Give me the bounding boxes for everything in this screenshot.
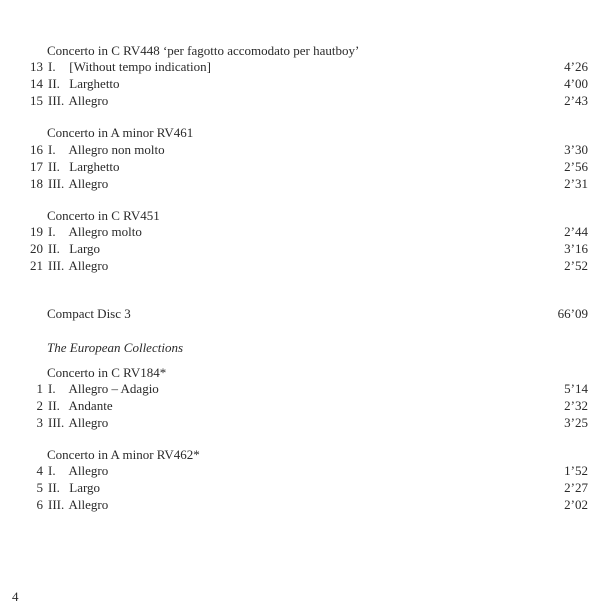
disc-title: Compact Disc 3: [47, 306, 131, 321]
track-number: 16: [30, 142, 43, 157]
movement-number: I.: [48, 142, 56, 157]
movement-number: II.: [48, 159, 60, 174]
track-number: 15: [30, 93, 43, 108]
track-duration: 2’44: [564, 224, 588, 239]
track-number: 2: [36, 398, 43, 413]
track-row: [0, 240, 600, 257]
movement-name: [Without tempo indication]: [69, 59, 211, 74]
track-row: [0, 380, 600, 397]
track-duration: 2’43: [564, 93, 588, 108]
track-number: 14: [30, 76, 43, 91]
track-duration: 2’31: [564, 176, 588, 191]
track-number: 1: [36, 381, 43, 396]
track-duration: 2’27: [564, 480, 588, 495]
movement-number: I.: [48, 59, 56, 74]
movement-name: Largo: [69, 480, 101, 495]
track-row: [0, 257, 600, 274]
track-number: 5: [36, 480, 43, 495]
movement-name: Larghetto: [69, 76, 120, 91]
movement-name: Larghetto: [69, 159, 120, 174]
movement-name: Andante: [68, 398, 113, 413]
track-row: [0, 92, 600, 109]
track-number: 21: [30, 258, 43, 273]
track-duration: 4’00: [564, 76, 588, 91]
track-duration: 5’14: [564, 381, 588, 396]
concerto-title: Concerto in A minor RV461: [47, 125, 194, 140]
track-number: 20: [30, 241, 43, 256]
track-row: [0, 496, 600, 513]
track-row: [0, 414, 600, 431]
concerto-title: Concerto in C RV451: [47, 208, 160, 223]
track-row: [0, 397, 600, 414]
movement-name: Allegro: [68, 258, 109, 273]
movement-name: Allegro: [68, 93, 109, 108]
track-row: [0, 141, 600, 158]
movement-name: Allegro non molto: [68, 142, 165, 157]
movement-number: III.: [48, 415, 65, 430]
movement-number: II.: [48, 241, 60, 256]
movement-number: III.: [48, 176, 65, 191]
track-row: [0, 58, 600, 75]
track-duration: 3’16: [564, 241, 588, 256]
track-row: [0, 175, 600, 192]
track-duration: 1’52: [564, 463, 588, 478]
concerto-title: Concerto in C RV184*: [47, 365, 167, 380]
movement-name: Allegro – Adagio: [68, 381, 159, 396]
concerto-title: Concerto in A minor RV462*: [47, 447, 200, 462]
movement-name: Allegro: [68, 176, 109, 191]
track-duration: 3’30: [564, 142, 588, 157]
track-duration: 2’32: [564, 398, 588, 413]
track-duration: 4’26: [564, 59, 588, 74]
track-duration: 3’25: [564, 415, 588, 430]
track-duration: 2’52: [564, 258, 588, 273]
track-number: 18: [30, 176, 43, 191]
track-number: 17: [30, 159, 43, 174]
collection-title: The European Collections: [47, 340, 184, 355]
concerto-title: Concerto in C RV448 ‘per fagotto accomodato per hautboy’: [47, 43, 360, 58]
track-row: [0, 75, 600, 92]
track-number: 3: [36, 415, 43, 430]
track-number: 13: [30, 59, 43, 74]
track-duration: 2’56: [564, 159, 588, 174]
track-number: 19: [30, 224, 43, 239]
track-duration: 2’02: [564, 497, 588, 512]
movement-number: II.: [48, 398, 60, 413]
movement-name: Largo: [69, 241, 101, 256]
movement-number: III.: [48, 93, 65, 108]
track-number: 6: [36, 497, 43, 512]
movement-name: Allegro: [68, 463, 109, 478]
track-number: 4: [36, 463, 43, 478]
movement-number: II.: [48, 480, 60, 495]
movement-number: I.: [48, 224, 56, 239]
track-row: [0, 158, 600, 175]
track-row: [0, 479, 600, 496]
movement-number: I.: [48, 381, 56, 396]
movement-number: III.: [48, 497, 65, 512]
movement-number: II.: [48, 76, 60, 91]
page-number: 4: [12, 589, 19, 604]
movement-number: I.: [48, 463, 56, 478]
movement-name: Allegro: [68, 415, 109, 430]
movement-number: III.: [48, 258, 65, 273]
movement-name: Allegro: [68, 497, 109, 512]
track-row: [0, 223, 600, 240]
track-row: [0, 462, 600, 479]
movement-name: Allegro molto: [68, 224, 142, 239]
disc-duration: 66’09: [557, 306, 588, 321]
